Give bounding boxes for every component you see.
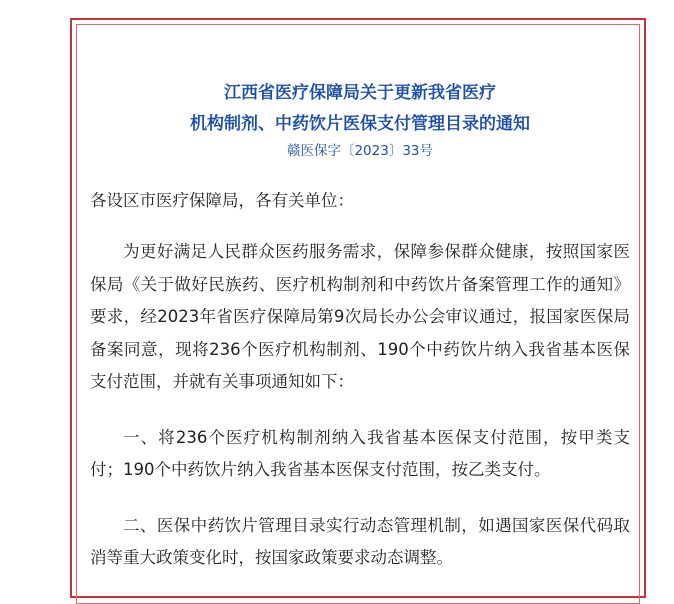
salutation: 各设区市医疗保障局，各有关单位：	[90, 191, 354, 210]
document-title-line-2: 机构制剂、中药饮片医保支付管理目录的通知	[190, 114, 530, 134]
document-title-line-1: 江西省医疗保障局关于更新我省医疗	[224, 83, 496, 103]
paragraph-item-2: 二、医保中药饮片管理目录实行动态管理机制，如遇国家医保代码取消等重大政策变化时，按国家政策要求动态调整。	[90, 515, 630, 567]
document-content	[90, 78, 630, 575]
paragraph-intro: 为更好满足人民群众医药服务需求，保障参保群众健康，按照国家医保局《关于做好民族药、医疗机构制剂和中药饮片备案管理工作的通知》要求，经2023年省医疗保障局第9次局长办公会审议通过，报国家医保局备案同意，现将236个医疗机构制剂、190个中药饮片纳入我省基本医保支付范围，并就有关事项通知如下：	[90, 242, 630, 391]
paragraph-item-1: 一、将236个医疗机构制剂纳入我省基本医保支付范围，按甲类支付；190个中药饮片纳入我省基本医保支付范围，按乙类支付。	[90, 427, 630, 479]
document-number: 赣医保字〔2023〕33号	[286, 143, 434, 159]
